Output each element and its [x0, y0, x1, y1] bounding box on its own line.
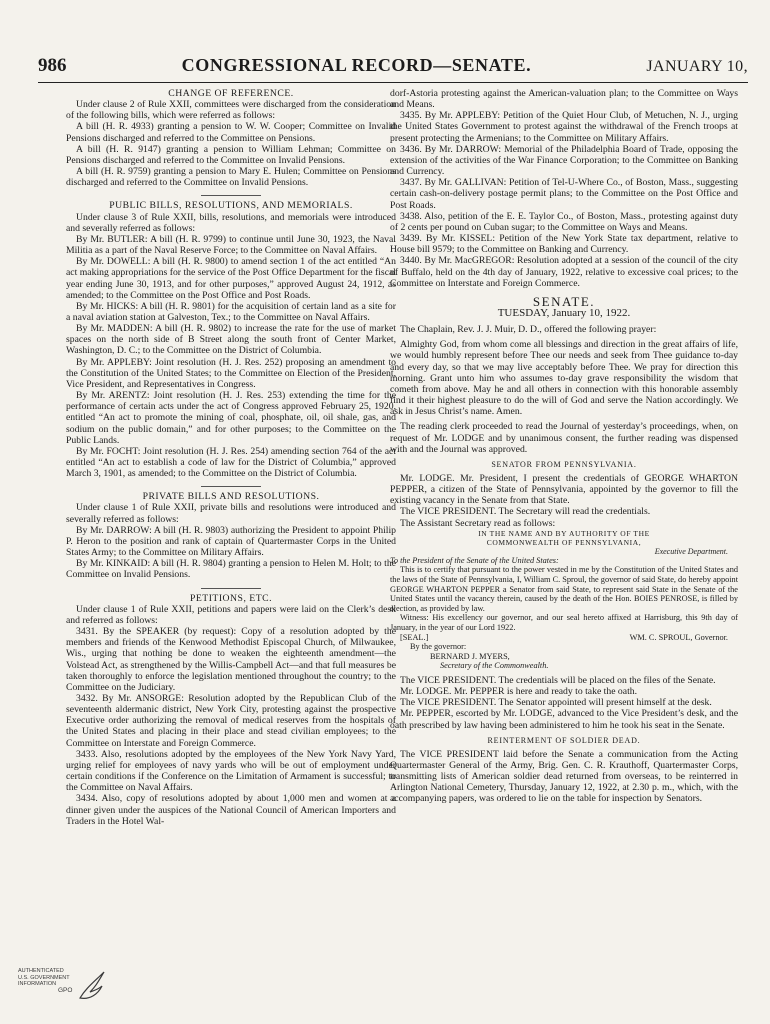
- paragraph: The VICE PRESIDENT. The Secretary will read the credentials.: [400, 506, 651, 518]
- paragraph: By Mr. HICKS: A bill (H. R. 9801) for the acquisition of certain land as a site for a naval aviation station at Galveston, Tex.; to the Committee on Naval Affairs.: [66, 300, 396, 323]
- paragraph: A bill (H. R. 9759) granting a pension to Mary E. Hulen; Committee on Pensions discharged and referred to the Committee on Invalid Pensions.: [66, 166, 396, 189]
- paragraph: By Mr. KINKAID: A bill (H. R. 9804) granting a pension to Helen M. Holt; to the Committee on Invalid Pensions.: [66, 558, 396, 581]
- by-governor: By the governor:: [410, 642, 467, 652]
- paragraph: Under clause 1 of Rule XXII, private bills and resolutions were introduced and severally referred as follows:: [66, 502, 396, 525]
- paragraph: 3440. By Mr. MacGREGOR: Resolution adopted at a session of the council of the city of Buffalo, held on the 4th day of January, 1922, relative to excessive coal prices; to the Committee on Interstate and Foreign Commerce.: [390, 255, 738, 289]
- paragraph: 3439. By Mr. KISSEL: Petition of the New York State tax department, relative to House bill 9579; to the Committee on Banking and Currency.: [390, 233, 738, 256]
- seal-label: [SEAL.]: [400, 632, 429, 642]
- prayer-text: Almighty God, from whom come all blessings and direction in the great affairs of life, we would humbly represent before Thee our needs and seek from Thee guidance to-day and every day, so that we may live acceptably before Thee. We pray for direction this morning. Grant unto him who assumes to-day grave responsibility the wisdom that cometh from above. May he and all others in connection with this honorable assembly find it their highest pleasure to do the will of God and serve the Nation accordingly. We ask in Jesus Christ’s name. Amen.: [390, 339, 738, 418]
- paragraph: The VICE PRESIDENT. The Senator appointed will present himself at the desk.: [400, 697, 712, 709]
- paragraph: A bill (H. R. 9147) granting a pension to William Lehman; Committee on Pensions discharged and referred to the Committee on Invalid Pensions.: [66, 143, 396, 166]
- paragraph: 3436. By Mr. DARROW: Memorial of the Philadelphia Board of Trade, opposing the extension of the activities of the War Finance Corporation; to the Committee on Banking and Currency.: [390, 143, 738, 178]
- paragraph: 3434. Also, copy of resolutions adopted by about 1,000 men and women at a dinner given under the auspices of the National Council of American Importers and Traders in the Hotel Wal-: [66, 793, 396, 827]
- section-heading: PETITIONS, ETC.: [189, 592, 273, 604]
- header-rule: [38, 82, 748, 83]
- paragraph: 3431. By the SPEAKER (by request): Copy of a resolution adopted by the members and friends of the Kenwood Methodist Episcopal Church, of Milwaukee, Wis., urging that nothing be done to weaken the eighteenth amendment—the Volstead Act, as strengthened by the Willis-Campbell Act—and that full measures be taken thoroughly to enforce the legislation mentioned throughout the country; to the Committee on the Judiciary.: [66, 626, 396, 693]
- paragraph: 3432. By Mr. ANSORGE: Resolution adopted by the Republican Club of the seventeenth aldermanic district, New York City, protesting against the prospective Executive order authorizing the removal of medical reserves from the hospitals of the United States and placing in their place and stead civilian employees; to the Committee on Interstate and Foreign Commerce.: [66, 692, 396, 749]
- paragraph: Mr. PEPPER, escorted by Mr. LODGE, advanced to the Vice President’s desk, and the oath prescribed by law having been administered to him he took his seat in the Senate.: [390, 708, 738, 731]
- paragraph: By Mr. APPLEBY: Joint resolution (H. J. Res. 252) proposing an amendment to the Constitution of the United States; to the Committee on Election of the President, Vice President, and Representatives in Congress.: [66, 356, 396, 390]
- section-divider: [201, 486, 261, 487]
- section-divider: [201, 195, 261, 196]
- section-heading: REINTERMENT OF SOLDIER DEAD.: [487, 735, 641, 745]
- paragraph: By Mr. BUTLER: A bill (H. R. 9799) to continue until June 30, 1923, the Naval Militia as a part of the Naval Reserve Force; to the Committee on Naval Affairs.: [66, 233, 396, 257]
- section-heading: PUBLIC BILLS, RESOLUTIONS, AND MEMORIALS.: [109, 200, 353, 212]
- senate-heading: SENATE.: [532, 293, 596, 309]
- paragraph: Under clause 2 of Rule XXII, committees were discharged from the consideration of the following bills, which were referred as follows:: [66, 99, 396, 122]
- paragraph: dorf-Astoria protesting against the American-valuation plan; to the Committee on Ways and Means.: [390, 88, 738, 111]
- page-header: [38, 55, 748, 79]
- section-heading: SENATOR FROM PENNSYLVANIA.: [491, 459, 637, 469]
- paragraph: By Mr. DARROW: A bill (H. R. 9803) authorizing the President to appoint Philip P. Heron to the position and rank of captain of Quartermaster Corps in the United States Army; to the Committee on Military Affairs.: [66, 524, 396, 559]
- right-column: [390, 88, 738, 988]
- credentials-heading: COMMONWEALTH OF PENNSYLVANIA,: [486, 537, 642, 547]
- section-heading: PRIVATE BILLS AND RESOLUTIONS.: [142, 491, 320, 503]
- eagle-icon: [76, 968, 106, 1008]
- paragraph: Mr. LODGE. Mr. PEPPER is here and ready to take the oath.: [400, 686, 638, 698]
- gpo-authentication-logo: AUTHENTICATED U.S. GOVERNMENT INFORMATION GPO: [18, 968, 118, 1014]
- credentials-body: Witness: His excellency our governor, and our seal hereto affixed at Harrisburg, this 9th day of January, in the year of our Lord 1922.: [390, 613, 738, 632]
- paragraph: Under clause 3 of Rule XXII, bills, resolutions, and memorials were introduced and severally referred as follows:: [66, 211, 396, 234]
- section-divider: [201, 588, 261, 589]
- paragraph: The VICE PRESIDENT. The credentials will be placed on the files of the Senate.: [400, 674, 716, 686]
- secretary-title: Secretary of the Commonwealth.: [440, 661, 549, 671]
- paragraph: By Mr. FOCHT: Joint resolution (H. J. Res. 254) amending section 764 of the act entitled “An act to establish a code of law for the District of Columbia,” approved March 3, 1901, as amended; to the Committee on the District of Columbia.: [66, 445, 396, 480]
- paragraph: The Assistant Secretary read as follows:: [400, 517, 556, 529]
- paragraph: Mr. LODGE. Mr. President, I present the credentials of GEORGE WHARTON PEPPER, a citizen of the State of Pennsylvania, appointed by the governor to fill the existing vacancy in the Senate from that State.: [390, 473, 738, 507]
- credentials-salutation: To the President of the Senate of the United States:: [390, 555, 559, 565]
- page-number: 986: [38, 55, 67, 76]
- left-column: [66, 88, 396, 988]
- paragraph: A bill (H. R. 4933) granting a pension to W. W. Cooper; Committee on Invalid Pensions discharged and referred to the Committee on Pensions.: [66, 121, 396, 144]
- paragraph: The Chaplain, Rev. J. J. Muir, D. D., offered the following prayer:: [400, 324, 657, 336]
- paragraph: By Mr. DOWELL: A bill (H. R. 9800) to amend section 1 of the act entitled “An act making appropriations for the service of the Post Office Department for the fiscal year ending June 30, 1913, and for other purposes,” approved August 24, 1912, as amended; to the Committee on the Post Office and Post Roads.: [66, 256, 396, 301]
- running-date: JANUARY 10,: [646, 58, 748, 75]
- paragraph: By Mr. MADDEN: A bill (H. R. 9802) to increase the rate for the use of market spaces on the north side of B Street along the south front of Center Market, Washington, D. C.; to the Committee on the District of Columbia.: [66, 323, 396, 357]
- section-heading: CHANGE OF REFERENCE.: [168, 88, 294, 99]
- paragraph: 3437. By Mr. GALLIVAN: Petition of Tel-U-Where Co., of Boston, Mass., suggesting certain cash-on-delivery postage permit plans; to the Committee on the Post Office and Post Roads.: [390, 177, 738, 211]
- paragraph: Under clause 1 of Rule XXII, petitions and papers were laid on the Clerk’s desk and referred as follows:: [66, 603, 396, 626]
- credentials-department: Executive Department.: [654, 546, 728, 556]
- credentials-heading: IN THE NAME AND BY AUTHORITY OF THE: [478, 528, 650, 538]
- paragraph: 3433. Also, resolutions adopted by the employees of the New York Navy Yard, urging relief for employees of navy yards who will be out of employment under certain conditions if the Conference on the Limitation of Armament is successful; to the Committee on Naval Affairs.: [66, 748, 396, 794]
- paragraph: 3435. By Mr. APPLEBY: Petition of the Quiet Hour Club, of Metuchen, N. J., urging the United States Government to protest against the withdrawal of the French troops at present protecting the Armenians; to the Committee on Military Affairs.: [390, 110, 738, 144]
- secretary-name: BERNARD J. MYERS,: [430, 651, 510, 661]
- credentials-signature-line: [390, 633, 738, 643]
- paragraph: The reading clerk proceeded to read the Journal of yesterday’s proceedings, when, on request of Mr. LODGE and by unanimous consent, the further reading was dispensed with and the Journal was approved.: [390, 421, 738, 455]
- paragraph: 3438. Also, petition of the E. E. Taylor Co., of Boston, Mass., protesting against duty of 2 cents per pound on Cuban sugar; to the Committee on Ways and Means.: [390, 210, 738, 233]
- paragraph: By Mr. ARENTZ: Joint resolution (H. J. Res. 253) extending the time for the performance of certain acts under the act of Congress approved February 25, 1920, entitled “An act to promote the mining of coal, phosphate, oil, oil shale, gas, and sodium on the public domain,” and for other purposes; to the Committee on the Public Lands.: [66, 390, 396, 446]
- paragraph: The VICE PRESIDENT laid before the Senate a communication from the Acting Quartermaster General of the Army, Brig. Gen. C. R. Krauthoff, Quartermaster Corps, transmitting lists of American soldier dead returned from overseas, to be reinterred in Arlington National Cemetery, Thursday, January 12, 1922, at 2.30 p. m., which, with the accompanying papers, was ordered to lie on the table for inspection by Senators.: [390, 748, 738, 805]
- session-date: TUESDAY, January 10, 1922.: [497, 306, 631, 319]
- governor-signature: WM. C. SPROUL, Governor.: [629, 632, 728, 642]
- credentials-body: This is to certify that pursuant to the power vested in me by the Constitution of the United States and the laws of the State of Pennsylvania, I, William C. Sproul, the governor of said State, do hereby appoint GEORGE WHARTON PEPPER a Senator from said State, to represent said State in the Senate of the United States until the vacancy therein, caused by the death of the Hon. BOIES PENROSE, is filled by election, as provided by law.: [390, 565, 738, 613]
- running-title: CONGRESSIONAL RECORD—SENATE.: [181, 55, 532, 75]
